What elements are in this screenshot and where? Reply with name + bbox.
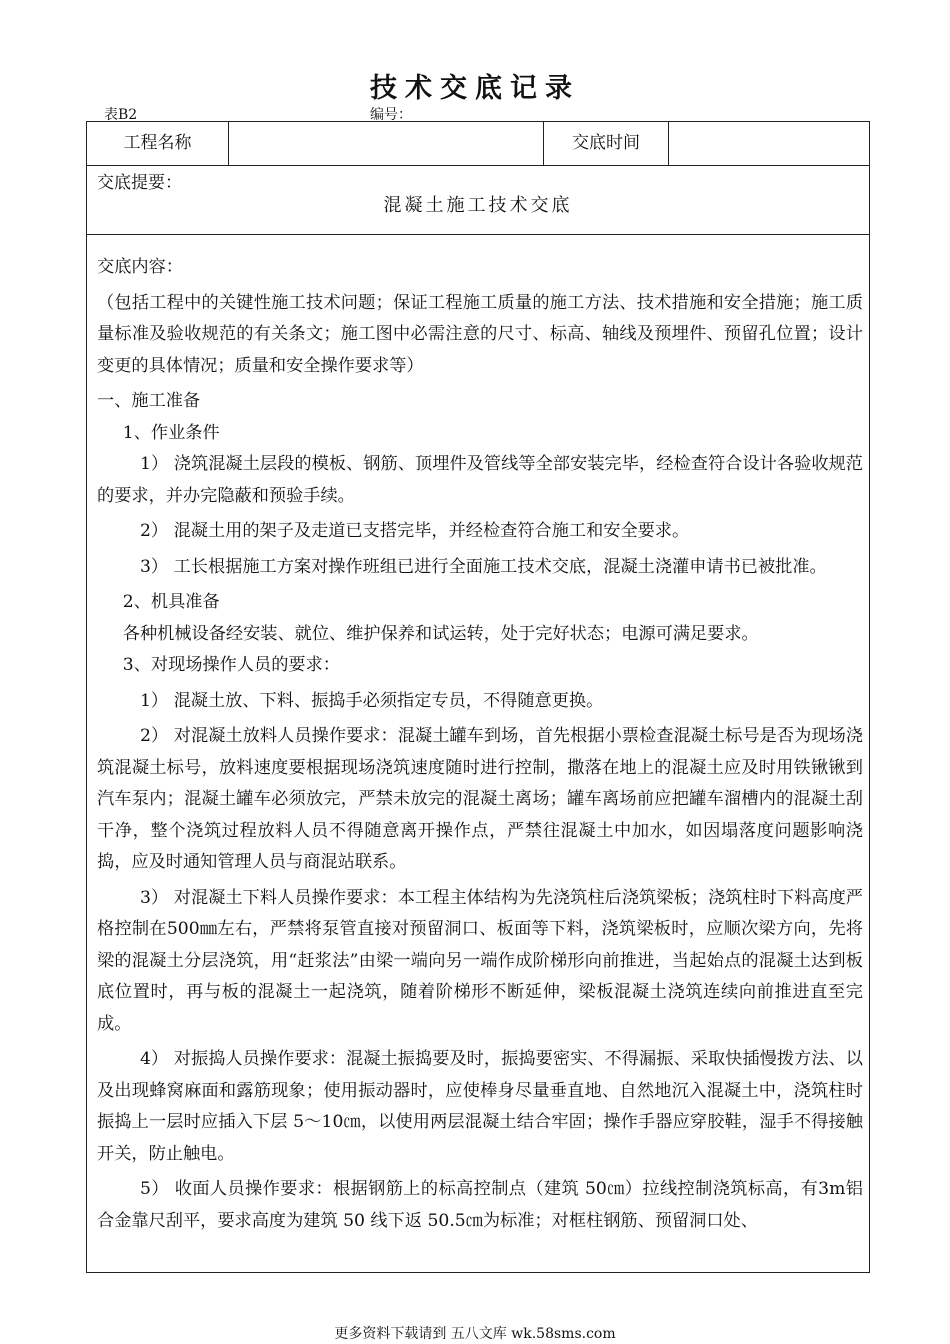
footer-download-notice: 更多资料下载请到 五八文库 wk.58sms.com [334, 1326, 616, 1342]
document-title: 技术交底记录 [370, 73, 580, 104]
content-paragraph: 1） 混凝土放、下料、振捣手必须指定专员，不得随意更换。 [140, 690, 604, 711]
summary-section [87, 165, 869, 235]
record-form [86, 121, 870, 1273]
form-code: 表B2 [104, 107, 138, 123]
content-paragraph: 2） 对混凝土放料人员操作要求：混凝土罐车到场，首先根据小票检查混凝土标号是否为现场浇筑混凝土标号，放料速度要根据现场浇筑速度随时进行控制，撒落在地上的混凝土应及时用铁锹锹到汽车泵内；混凝土罐车必须放完，严禁未放完的混凝土离场；罐车离场前应把罐车溜槽内的混凝土刮干净，整个浇筑过程放料人员不得随意离开操作点，严禁往混凝土中加水，如因塌落度问题影响浇捣，应及时通知管理人员与商混站联系。 [97, 726, 863, 872]
content-paragraph: 3） 对混凝土下料人员操作要求：本工程主体结构为先浇筑柱后浇筑梁板；浇筑柱时下料高度严格控制在500㎜左右，严禁将泵管直接对预留洞口、板面等下料，浇筑梁板时，应顺次梁方向，先将梁的混凝土分层浇筑，用“赶浆法”由梁一端向另一端作成阶梯形向前推进，当起始点的混凝土达到板底位置时，再与板的混凝土一起浇筑，随着阶梯形不断延伸，梁板混凝土浇筑连续向前推进直至完成。 [97, 887, 863, 1034]
content-label: 交底内容： [97, 257, 183, 277]
content-section [87, 234, 869, 1274]
document-number-label: 编号： [370, 107, 412, 123]
content-subheading: 3、对现场操作人员的要求： [122, 655, 340, 675]
content-paragraph: 4） 对振捣人员操作要求：混凝土振捣要及时，振捣要密实、不得漏振、采取快插慢拨方法、以及出现蜂窝麻面和露筋现象；使用振动器时，应使棒身尽量垂直地、自然地沉入混凝土中，浇筑柱时振捣上一层时应插入下层 5～10㎝，以使用两层混凝土结合牢固；操作手器应穿胶鞋，湿手不得接触开关，防止触电。 [97, 1049, 863, 1164]
content-paragraph: 5） 收面人员操作要求：根据钢筋上的标高控制点（建筑 50㎝）拉线控制浇筑标高，有3m铝合金靠尺刮平，要求高度为建筑 50 线下返 50.5㎝为标准；对框柱钢筋、预留洞口处、 [97, 1179, 863, 1231]
project-name-field[interactable] [229, 122, 544, 165]
content-paragraph: 1） 浇筑混凝土层段的模板、钢筋、顶埋件及管线等全部安装完毕，经检查符合设计各验收规范的要求，并办完隐蔽和预验手续。 [97, 454, 863, 506]
content-paragraph: （包括工程中的关键性施工技术问题；保证工程施工质量的施工方法、技术措施和安全措施；施工质量标准及验收规范的有关条文；施工图中必需注意的尺寸、标高、轴线及预埋件、预留孔位置；设计变更的具体情况；质量和安全操作要求等） [97, 292, 863, 376]
info-row [87, 122, 869, 166]
summary-text: 混凝土施工技术交底 [383, 195, 573, 216]
content-paragraph: 2） 混凝土用的架子及走道已支搭完毕，并经检查符合施工和安全要求。 [140, 521, 690, 541]
summary-label: 交底提要： [97, 173, 182, 193]
content-body [97, 252, 863, 1237]
project-name-label: 工程名称 [87, 122, 229, 165]
handover-date-label: 交底时间 [544, 122, 669, 165]
content-paragraph: 各种机械设备经安装、就位、维护保养和试运转，处于完好状态；电源可满足要求。 [122, 623, 759, 644]
handover-date-field[interactable] [669, 122, 869, 165]
content-subheading: 2、机具准备 [122, 592, 220, 612]
content-subheading: 1、作业条件 [122, 422, 220, 443]
content-paragraph: 3） 工长根据施工方案对操作班组已进行全面施工技术交底，混凝土浇灌申请书已被批准。 [140, 556, 827, 577]
content-heading: 一、施工准备 [97, 391, 201, 411]
